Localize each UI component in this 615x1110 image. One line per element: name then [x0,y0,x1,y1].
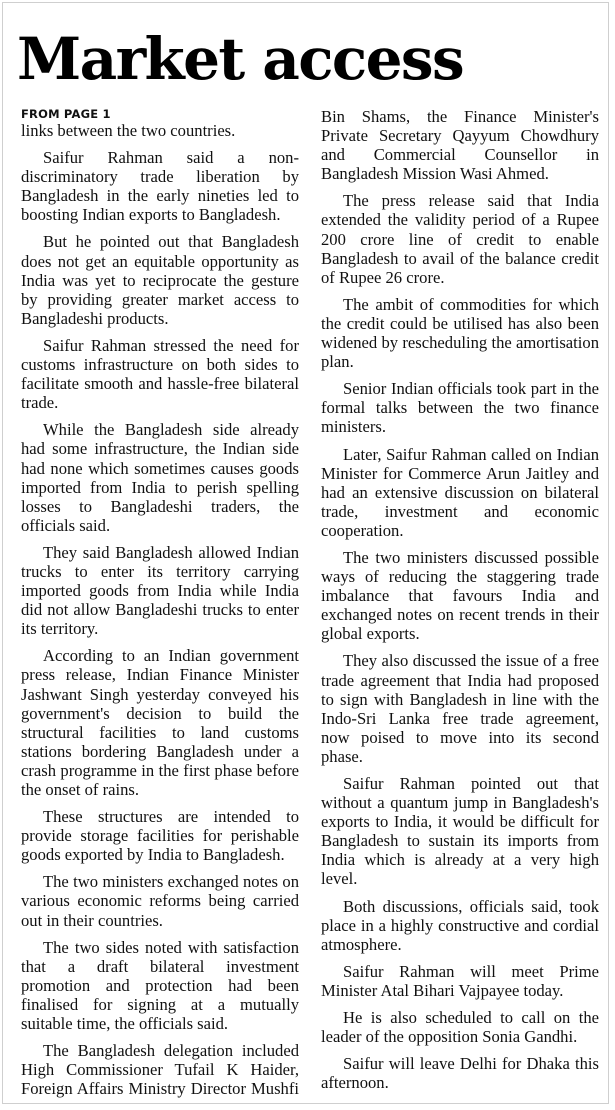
paragraph: The Bangladesh delegation included High Commissioner Tufail K Haider, Foreign Affairs Ministry Director Mushfi Bin Shams, the Finance Minister's Private Secretary Qayyum Chowdhury and Commercial Counsellor in Bangladesh Mission Wasi Ahmed. [21,107,599,1099]
paragraph: The two ministers discussed possible ways of reducing the staggering trade imbalance that favours India and exchanged notes on recent trends in their global exports. [321,547,599,644]
paragraph: These structures are intended to provide storage facilities for perishable goods exported by India to Bangladesh. [21,807,299,865]
paragraph: Both discussions, officials said, took place in a highly constructive and cordial atmosphere. [321,896,599,954]
paragraph: He is also scheduled to call on the leader of the opposition Sonia Gandhi. [321,1008,599,1047]
paragraph: links between the two countries. [21,121,236,140]
newspaper-clipping [2,2,609,1104]
paragraph: Saifur Rahman will meet Prime Minister Atal Bihari Vajpayee today. [321,961,599,1000]
paragraph: The ambit of commodities for which the credit could be utilised has also been widened by rescheduling the amortisation plan. [321,294,599,372]
paragraph: They said Bangladesh allowed Indian trucks to enter its territory carrying imported goods from India while India did not allow Bangladeshi trucks to enter its territory. [21,542,299,639]
paragraph: The press release said that India extended the validity period of a Rupee 200 crore line of credit to enable Bangladesh to avail of the balance credit of Rupee 26 crore. [321,191,599,287]
headline: Market access [17,25,464,93]
paragraph: But he pointed out that Bangladesh does not get an equitable opportunity as India was yet to reciprocate the gesture by providing greater market access to Bangladeshi products. [21,232,299,328]
paragraph: The two sides noted with satisfaction that a draft bilateral investment promotion and protection had been finalised for signing at a mutually suitable time, the officials said. [21,937,299,1034]
paragraph: Senior Indian officials took part in the formal talks between the two finance ministers. [321,379,599,437]
paragraph: Saifur will leave Delhi for Dhaka this afternoon. [321,1054,599,1093]
paragraph: According to an Indian government press release, Indian Finance Minister Jashwant Singh yesterday conveyed his government's decision to build the structural facilities to land customs stations bordering Bangladesh under a crash programme in the first phase before the onset of rains. [21,646,299,799]
kicker: FROM PAGE 1 [21,107,111,121]
paragraph: Saifur Rahman said a non-discriminatory trade liberation by Bangladesh in the early nineties led to boosting Indian exports to Bangladesh. [21,148,299,225]
article-body [21,107,599,1099]
paragraph: Later, Saifur Rahman called on Indian Minister for Commerce Arun Jaitley and had an extensive discussion on bilateral trade, investment and economic cooperation. [321,444,599,540]
paragraph: Saifur Rahman stressed the need for customs infrastructure on both sides to facilitate smooth and hassle-free bilateral trade. [21,335,299,413]
paragraph: They also discussed the issue of a free trade agreement that India had proposed to sign with Bangladesh in line with the Indo-Sri Lanka free trade agreement, now poised to move into its second phase. [321,651,599,766]
paragraph: While the Bangladesh side already had some infrastructure, the Indian side had none which sometimes causes goods imported from India to perish spelling losses to Bangladeshi traders, the officials said. [21,420,299,535]
paragraph: The two ministers exchanged notes on various economic reforms being carried out in their countries. [21,872,299,930]
paragraph: Saifur Rahman pointed out that without a quantum jump in Bangladesh's exports to India, it would be difficult for Bangladesh to sustain its imports from India which is already at a very high level. [321,774,599,889]
